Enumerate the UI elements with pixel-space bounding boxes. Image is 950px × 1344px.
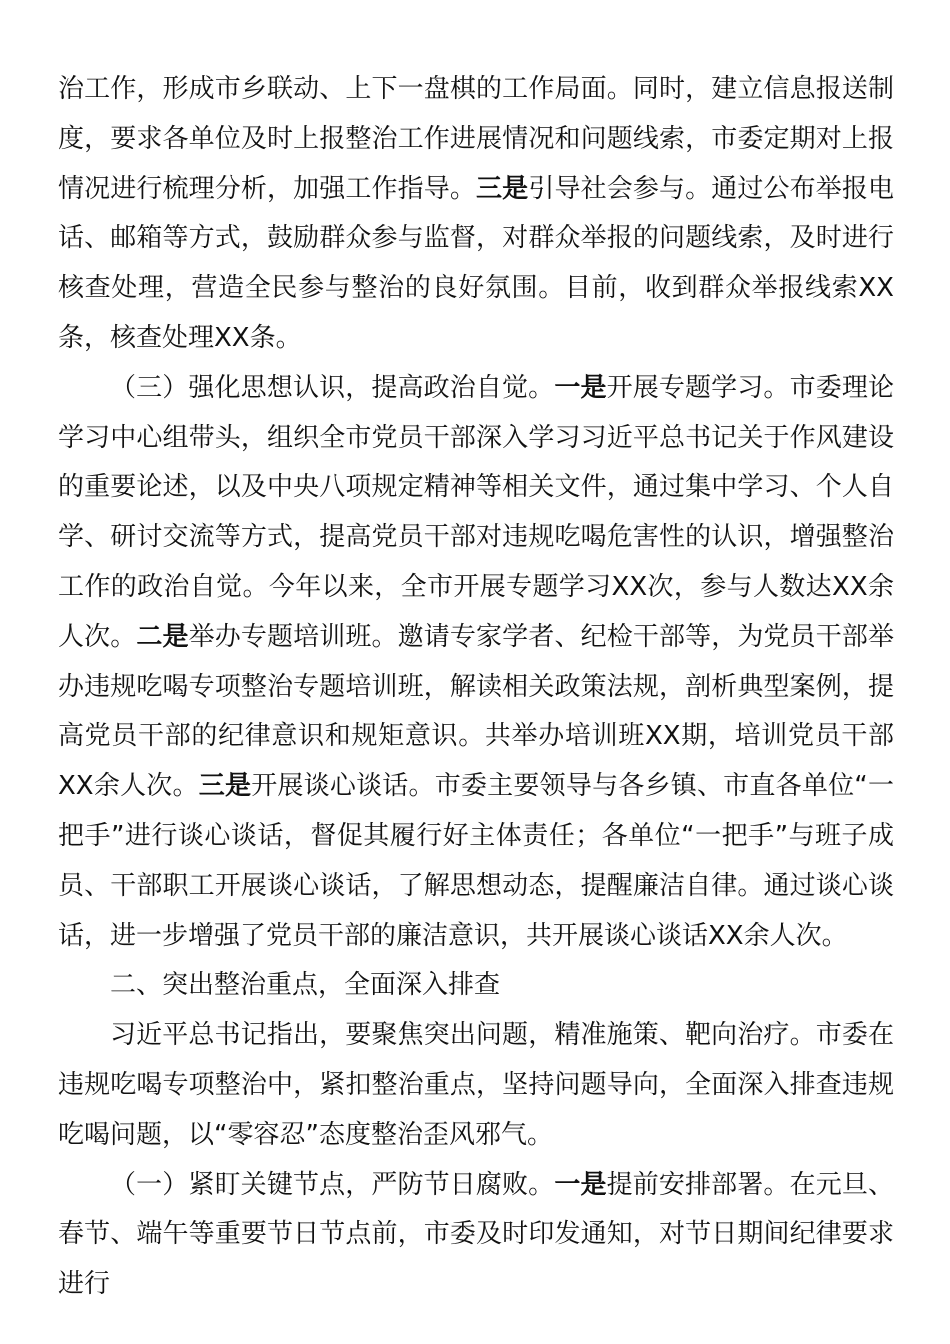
text-run: 开展专题学习。市委理论学习中心组带头，组织全市党员干部深入学习习近平总书记关于作风建设的重要论述，以及中央八项规定精神等相关文件，通过集中学习、个人自学、研讨交流等方式，提高党员干部对违规吃喝危害性的认识，增强整治工作的政治自觉。今年以来，全市开展专题学习XX次，参与人数达XX余人次。 [58, 372, 894, 652]
text-run: （一）紧盯关键节点，严防节日腐败。 [110, 1169, 555, 1200]
paragraph-key-nodes [58, 1161, 894, 1310]
bold-lead: 一是 [554, 372, 607, 403]
paragraph-inspection-work [58, 65, 894, 364]
bold-lead: 三是 [198, 771, 252, 802]
text-run: （三）强化思想认识，提高政治自觉。 [110, 372, 555, 403]
bold-lead: 三是 [476, 173, 529, 204]
text-run: 治工作，形成市乡联动、上下一盘棋的工作局面。同时，建立信息报送制度，要求各单位及时上报整治工作进展情况和问题线索，市委定期对上报情况进行梳理分析，加强工作指导。 [58, 74, 894, 204]
section-heading [58, 961, 894, 1011]
document-body [58, 65, 894, 1310]
bold-lead: 一是 [554, 1169, 607, 1200]
paragraph-section-intro [58, 1011, 894, 1160]
heading-text: 二、突出整治重点，全面深入排查 [110, 970, 501, 1001]
text-run: 习近平总书记指出，要聚焦突出问题，精准施策、靶向治疗。市委在违规吃喝专项整治中，紧扣整治重点，坚持问题导向，全面深入排查违规吃喝问题，以“零容忍”态度整治歪风邪气。 [58, 1020, 894, 1150]
text-run: 举办专题培训班。邀请专家学者、纪检干部等，为党员干部举办违规吃喝专项整治专题培训班，解读相关政策法规，剖析典型案例，提高党员干部的纪律意识和规矩意识。共举办培训班XX期，培训党员干部XX余人次。 [58, 621, 894, 802]
bold-lead: 二是 [136, 621, 189, 652]
text-run: 引导社会参与。通过公布举报电话、邮箱等方式，鼓励群众参与监督，对群众举报的问题线索，及时进行核查处理，营造全民参与整治的良好氛围。目前，收到群众举报线索XX条，核查处理XX条。 [58, 173, 894, 353]
text-run: 提前安排部署。在元旦、春节、端午等重要节日节点前，市委及时印发通知，对节日期间纪律要求进行 [58, 1169, 894, 1300]
paragraph-ideological-awareness [58, 364, 894, 962]
text-run: 开展谈心谈话。市委主要领导与各乡镇、市直各单位“一把手”进行谈心谈话，督促其履行好主体责任；各单位“一把手”与班子成员、干部职工开展谈心谈话，了解思想动态，提醒廉洁自律。通过谈心谈话，进一步增强了党员干部的廉洁意识，共开展谈心谈话XX余人次。 [58, 771, 894, 951]
